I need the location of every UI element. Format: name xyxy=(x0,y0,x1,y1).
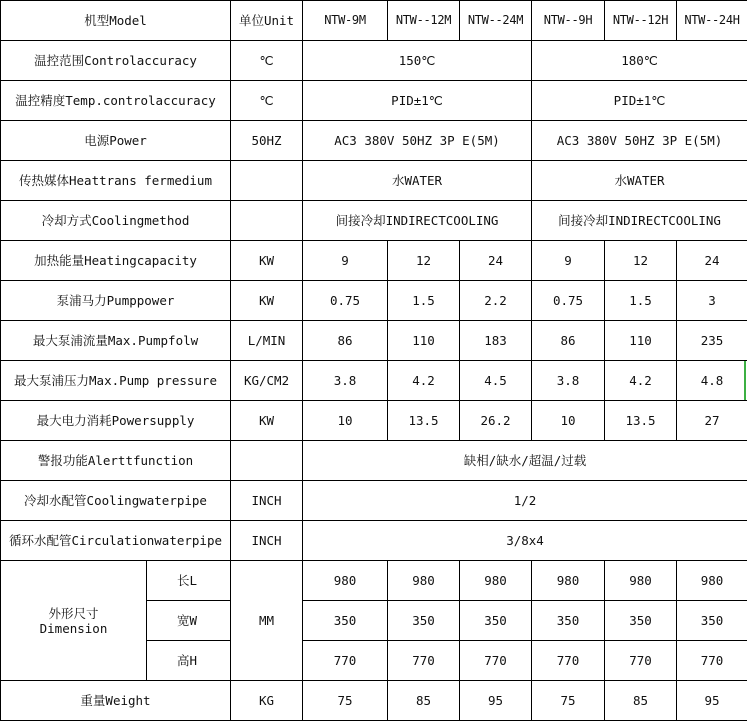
table-row xyxy=(1,241,747,281)
row-label: 最大泵浦流量Max.Pumpfolw xyxy=(1,321,231,361)
table-row xyxy=(1,441,747,481)
dimension-label-cn: 外形尺寸 xyxy=(48,605,99,621)
value-cell: 9 xyxy=(532,241,605,281)
value-cell: 0.75 xyxy=(532,281,605,321)
value-cell: 3 xyxy=(677,281,747,321)
value-cell: 183 xyxy=(460,321,532,361)
value-cell: 770 xyxy=(605,641,677,681)
value-cell: 770 xyxy=(388,641,460,681)
row-unit: MM xyxy=(231,561,303,681)
m-group-value: 水WATER xyxy=(303,161,532,201)
model-name: NTW--9H xyxy=(532,1,605,41)
value-cell: 24 xyxy=(677,241,747,281)
row-unit: ℃ xyxy=(231,41,303,81)
shared-value: 1/2 xyxy=(303,481,747,521)
dimension-sub-label: 高H xyxy=(147,641,231,681)
table-row xyxy=(1,321,747,361)
value-cell: 75 xyxy=(532,681,605,721)
row-unit: KG/CM2 xyxy=(231,361,303,401)
value-cell: 95 xyxy=(460,681,532,721)
model-name: NTW--12M xyxy=(388,1,460,41)
h-group-value: 水WATER xyxy=(532,161,747,201)
row-unit: KW xyxy=(231,281,303,321)
value-cell: 770 xyxy=(532,641,605,681)
row-unit xyxy=(231,201,303,241)
row-unit: KW xyxy=(231,401,303,441)
table-row xyxy=(1,521,747,561)
row-unit: INCH xyxy=(231,521,303,561)
row-label: 温控范围Controlaccuracy xyxy=(1,41,231,81)
row-label: 电源Power xyxy=(1,121,231,161)
table-row xyxy=(1,201,747,241)
value-cell: 350 xyxy=(460,601,532,641)
m-group-value: AC3 380V 50HZ 3P E(5M) xyxy=(303,121,532,161)
value-cell: 350 xyxy=(677,601,747,641)
shared-value: 缺相/缺水/超温/过载 xyxy=(303,441,747,481)
value-cell: 1.5 xyxy=(605,281,677,321)
value-cell: 4.2 xyxy=(388,361,460,401)
model-name: NTW-9M xyxy=(303,1,388,41)
value-cell: 27 xyxy=(677,401,747,441)
shared-value: 3/8x4 xyxy=(303,521,747,561)
value-cell: 980 xyxy=(605,561,677,601)
h-group-value: AC3 380V 50HZ 3P E(5M) xyxy=(532,121,747,161)
value-cell: 350 xyxy=(532,601,605,641)
table-row xyxy=(1,81,747,121)
row-unit: L/MIN xyxy=(231,321,303,361)
value-cell: 85 xyxy=(388,681,460,721)
m-group-value: 间接冷却INDIRECTCOOLING xyxy=(303,201,532,241)
row-unit: 50HZ xyxy=(231,121,303,161)
value-cell: 350 xyxy=(303,601,388,641)
row-label: 冷却方式Coolingmethod xyxy=(1,201,231,241)
h-group-value: 间接冷却INDIRECTCOOLING xyxy=(532,201,747,241)
row-unit: ℃ xyxy=(231,81,303,121)
table-row xyxy=(1,561,747,601)
value-cell: 0.75 xyxy=(303,281,388,321)
h-group-value: 180℃ xyxy=(532,41,747,81)
m-group-value: PID±1℃ xyxy=(303,81,532,121)
value-cell: 86 xyxy=(532,321,605,361)
row-label: 冷却水配管Coolingwaterpipe xyxy=(1,481,231,521)
table-row xyxy=(1,121,747,161)
dimension-label xyxy=(1,561,147,681)
value-cell: 9 xyxy=(303,241,388,281)
value-cell: 770 xyxy=(460,641,532,681)
value-cell: 10 xyxy=(303,401,388,441)
value-cell: 110 xyxy=(605,321,677,361)
value-cell: 13.5 xyxy=(388,401,460,441)
row-label: 温控精度Temp.controlaccuracy xyxy=(1,81,231,121)
m-group-value: 150℃ xyxy=(303,41,532,81)
h-group-value: PID±1℃ xyxy=(532,81,747,121)
value-cell: 86 xyxy=(303,321,388,361)
value-cell: 980 xyxy=(388,561,460,601)
value-cell: 980 xyxy=(460,561,532,601)
row-label: 警报功能Alerttfunction xyxy=(1,441,231,481)
value-cell: 26.2 xyxy=(460,401,532,441)
row-label: 最大泵浦压力Max.Pump pressure xyxy=(1,361,231,401)
row-unit xyxy=(231,161,303,201)
table-row xyxy=(1,41,747,81)
value-cell: 13.5 xyxy=(605,401,677,441)
value-cell: 3.8 xyxy=(532,361,605,401)
value-cell: 350 xyxy=(605,601,677,641)
row-label: 泵浦马力Pumppower xyxy=(1,281,231,321)
value-cell: 24 xyxy=(460,241,532,281)
dimension-sub-label: 宽W xyxy=(147,601,231,641)
value-cell: 12 xyxy=(605,241,677,281)
value-cell: 980 xyxy=(303,561,388,601)
row-label: 循环水配管Circulationwaterpipe xyxy=(1,521,231,561)
row-label: 加热能量Heatingcapacity xyxy=(1,241,231,281)
value-cell: 10 xyxy=(532,401,605,441)
table-row xyxy=(1,161,747,201)
value-cell: 110 xyxy=(388,321,460,361)
value-cell: 85 xyxy=(605,681,677,721)
value-cell: 770 xyxy=(677,641,747,681)
value-cell: 770 xyxy=(303,641,388,681)
dimension-sub-label: 长L xyxy=(147,561,231,601)
model-name: NTW--24M xyxy=(460,1,532,41)
value-cell: 75 xyxy=(303,681,388,721)
value-cell: 95 xyxy=(677,681,747,721)
model-name: NTW--24H xyxy=(677,1,747,41)
dimension-label-en: Dimension xyxy=(39,620,108,636)
unit-header-label: 单位Unit xyxy=(231,1,303,41)
header-row xyxy=(1,1,747,41)
value-cell: 350 xyxy=(388,601,460,641)
value-cell: 235 xyxy=(677,321,747,361)
value-cell: 980 xyxy=(532,561,605,601)
value-cell: 12 xyxy=(388,241,460,281)
model-header-label: 机型Model xyxy=(1,1,231,41)
value-cell: 980 xyxy=(677,561,747,601)
value-cell: 2.2 xyxy=(460,281,532,321)
value-cell: 4.5 xyxy=(460,361,532,401)
value-cell: 3.8 xyxy=(303,361,388,401)
row-unit: KG xyxy=(231,681,303,721)
table-row xyxy=(1,361,747,401)
row-label: 最大电力消耗Powersupply xyxy=(1,401,231,441)
value-cell: 4.2 xyxy=(605,361,677,401)
table-row xyxy=(1,281,747,321)
row-unit xyxy=(231,441,303,481)
model-name: NTW--12H xyxy=(605,1,677,41)
row-label: 重量Weight xyxy=(1,681,231,721)
table-row xyxy=(1,401,747,441)
row-unit: INCH xyxy=(231,481,303,521)
value-cell: 4.8 xyxy=(677,361,747,401)
row-unit: KW xyxy=(231,241,303,281)
table-row xyxy=(1,481,747,521)
table-row xyxy=(1,681,747,721)
value-cell: 1.5 xyxy=(388,281,460,321)
row-label: 传热媒体Heattrans fermedium xyxy=(1,161,231,201)
